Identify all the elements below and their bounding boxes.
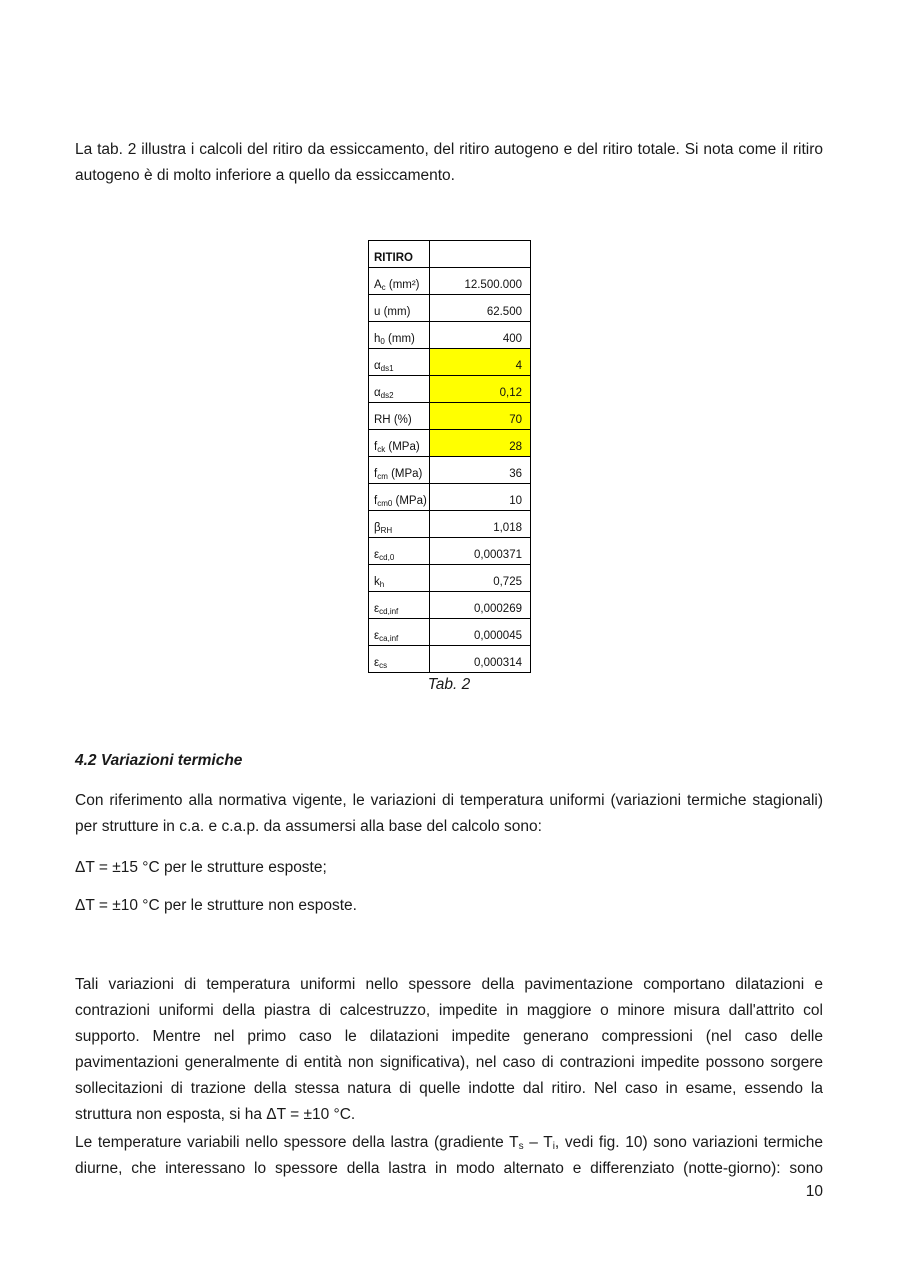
param-label-cell: RH (%) (369, 403, 430, 430)
table-row (369, 376, 531, 403)
param-value-cell: 70 (430, 403, 531, 430)
param-value-cell: 400 (430, 322, 531, 349)
param-label-cell: $f_{cm0}$ (MPa) (369, 484, 430, 511)
table-row (369, 511, 531, 538)
param-label-cell: u (mm) (369, 295, 430, 322)
param-value-cell: 0,000045 (430, 619, 531, 646)
table-row (369, 322, 531, 349)
param-label-cell: $h_0$ (mm) (369, 322, 430, 349)
param-value-cell: 1,018 (430, 511, 531, 538)
table-row (369, 646, 531, 673)
table-header-row (369, 241, 531, 268)
normativa-paragraph: Con riferimento alla normativa vigente, le variazioni di temperatura uniformi (variazioni termiche stagionali) per strutture in c.a. e c.a.p. da assumersi alla base del calcolo sono: (75, 792, 823, 835)
intro-paragraph: La tab. 2 illustra i calcoli del ritiro da essiccamento, del ritiro autogeno e del ritiro totale. Si nota come il ritiro autogeno è di molto inferiore a quello da essiccamento. (75, 141, 823, 184)
param-label-cell: $k_h$ (369, 565, 430, 592)
param-label-cell: $f_{ck}$ (MPa) (369, 430, 430, 457)
param-value-cell: 0,000314 (430, 646, 531, 673)
param-value-cell: 62.500 (430, 295, 531, 322)
param-value-cell: 0,725 (430, 565, 531, 592)
param-value-cell: 28 (430, 430, 531, 457)
param-value-cell: 10 (430, 484, 531, 511)
param-label-cell: $\alpha_{ds2}$ (369, 376, 430, 403)
delta-t-esposte-line: ΔT = ±15 °C per le strutture esposte; (75, 859, 327, 876)
param-value-cell: 4 (430, 349, 531, 376)
table-row (369, 484, 531, 511)
section-heading: 4.2 Variazioni termiche (75, 752, 243, 769)
param-label-cell: $f_{cm}$ (MPa) (369, 457, 430, 484)
table-row (369, 430, 531, 457)
table-title-cell: RITIRO (369, 241, 430, 268)
param-value-cell: 0,000269 (430, 592, 531, 619)
param-value-cell: 0,000371 (430, 538, 531, 565)
param-label-cell: $\varepsilon_{ca,inf}$ (369, 619, 430, 646)
shrinkage-table-body (369, 241, 531, 673)
table-row (369, 592, 531, 619)
tali-variazioni-paragraph: Tali variazioni di temperatura uniformi nello spessore della pavimentazione comportano dilatazioni e contrazioni uniformi della piastra di calcestruzzo, impedite in maggiore o minore misura dall'attrito col supporto. Mentre nel primo caso le dilatazioni impedite generano compressioni (nel caso delle pavimentazioni generalmente di entità non significativa), nel caso di contrazioni impedite possono sorgere sollecitazioni di trazione della stessa natura di quelle indotte dal ritiro. Nel caso in esame, essendo la struttura non esposta, si ha ΔT = ±10 °C. (75, 976, 823, 1123)
delta-t-non-esposte-line: ΔT = ±10 °C per le strutture non esposte. (75, 897, 357, 914)
table-row (369, 295, 531, 322)
param-label-cell: $\varepsilon_{cd,0}$ (369, 538, 430, 565)
table-row (369, 565, 531, 592)
param-value-cell: 0,12 (430, 376, 531, 403)
table-title-empty-cell (430, 241, 531, 268)
param-label-cell: $\varepsilon_{cd,inf}$ (369, 592, 430, 619)
param-label-cell: $\varepsilon_{cs}$ (369, 646, 430, 673)
param-label-cell: $A_c$ (mm²) (369, 268, 430, 295)
table-row (369, 403, 531, 430)
param-label-cell: $\beta_{RH}$ (369, 511, 430, 538)
table-row (369, 349, 531, 376)
param-value-cell: 36 (430, 457, 531, 484)
table-caption: Tab. 2 (427, 676, 471, 693)
shrinkage-table (368, 240, 531, 673)
table-row (369, 538, 531, 565)
table-row (369, 268, 531, 295)
param-label-cell: $\alpha_{ds1}$ (369, 349, 430, 376)
temperature-variabili-paragraph: Le temperature variabili nello spessore della lastra (gradiente $T_s - T_i$, vedi fig. 10) sono variazioni termiche diurne, che interessano lo spessore della lastra in modo alternato e differenziato (notte-giorno): sono (75, 1134, 823, 1177)
param-value-cell: 12.500.000 (430, 268, 531, 295)
shrinkage-table-block (368, 240, 530, 695)
table-row (369, 619, 531, 646)
page-number: 10 (805, 1183, 823, 1200)
table-row (369, 457, 531, 484)
